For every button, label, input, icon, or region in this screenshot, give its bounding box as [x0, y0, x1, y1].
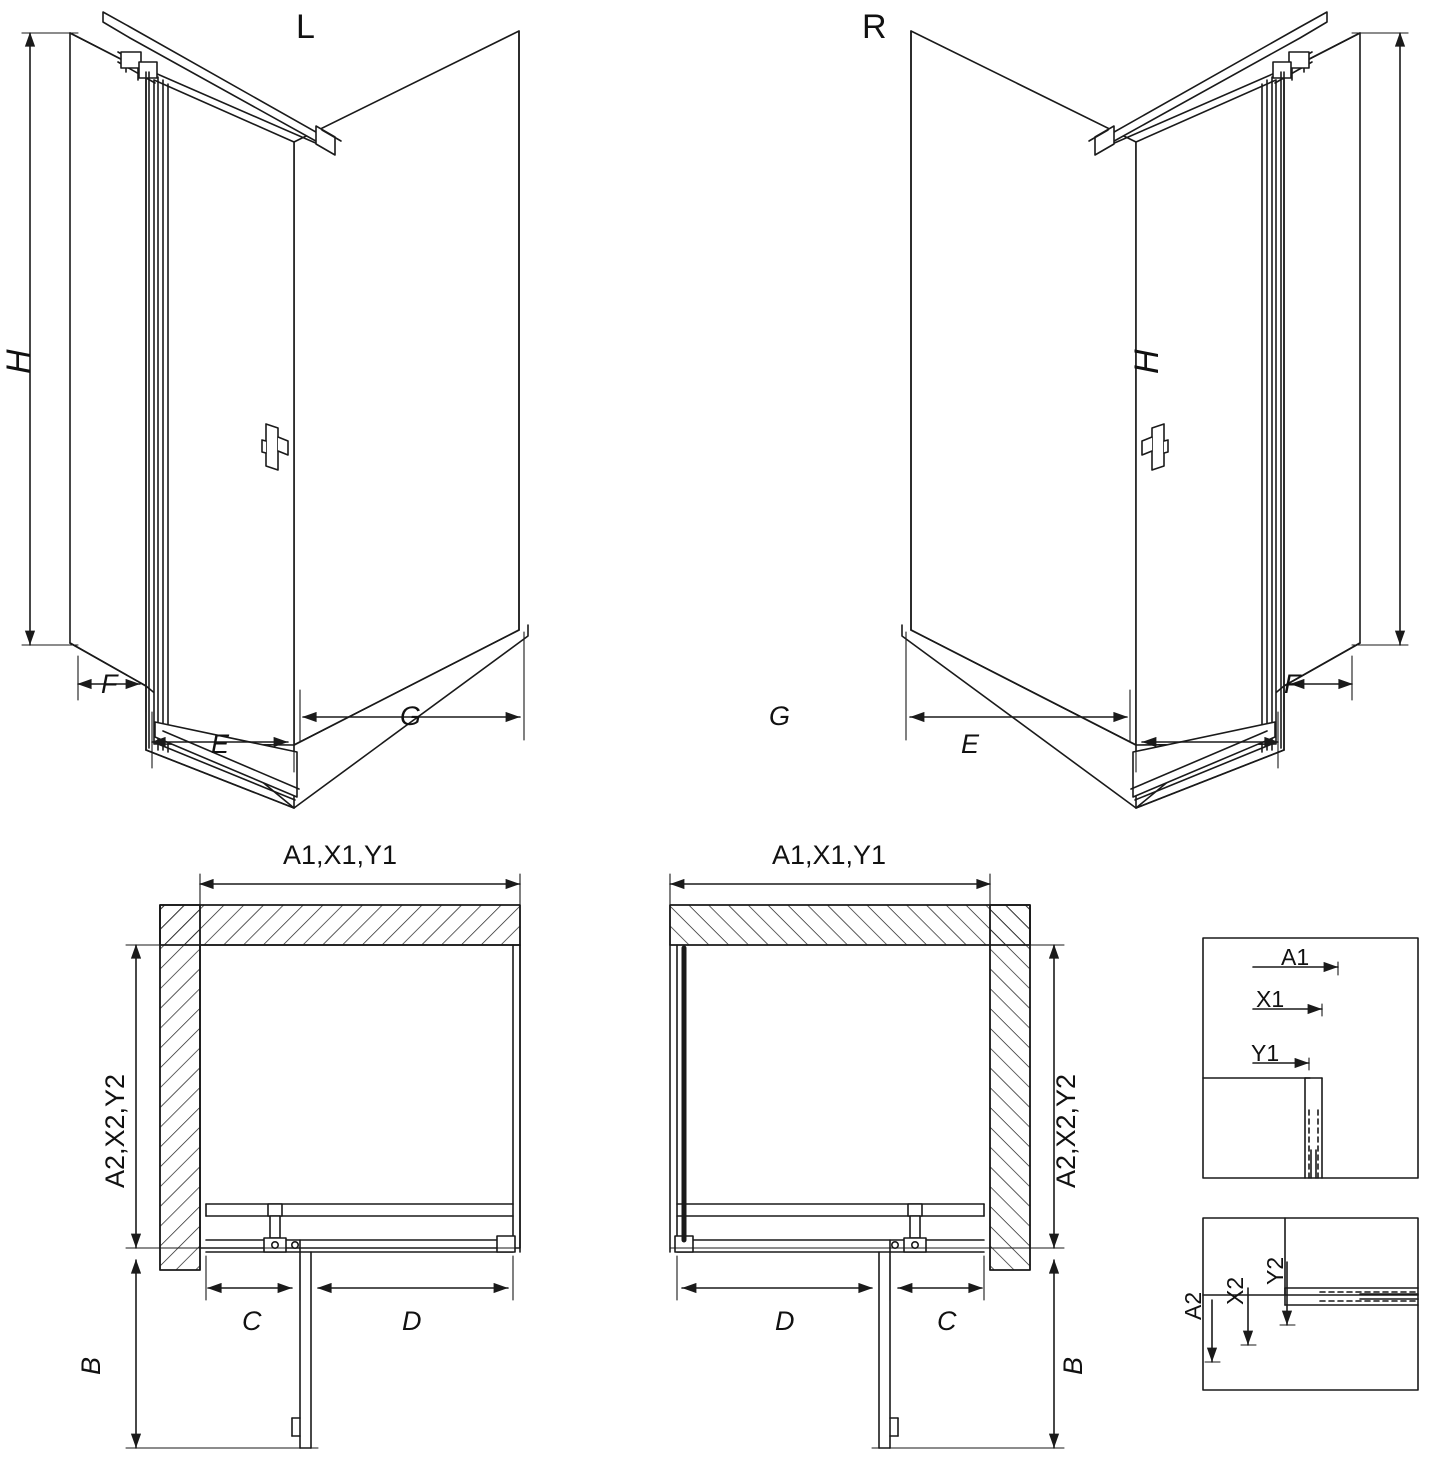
plan-right-door-dimension-d: D — [775, 1306, 795, 1336]
detail-bottom-label-y2: Y2 — [1262, 1256, 1288, 1285]
plan-left-group — [126, 874, 520, 1448]
plan-left-door-dimension-c: C — [242, 1306, 262, 1336]
iso-left-base-label-f: F — [101, 669, 118, 699]
plan-right-side-dimension: A2,X2,Y2 — [1051, 1073, 1081, 1188]
plan-right-group — [670, 874, 1064, 1448]
iso-left-base-label-e: E — [211, 729, 230, 759]
iso-left-group — [22, 12, 528, 808]
iso-right-base-label-e: E — [961, 729, 980, 759]
iso-right-group — [902, 12, 1408, 808]
detail-bottom-label-a2: A2 — [1180, 1291, 1206, 1320]
title-right-hand: R — [862, 8, 887, 46]
plan-right-door-dimension-c: C — [937, 1306, 957, 1336]
detail-top-group — [1203, 938, 1418, 1178]
iso-right-base-label-g: G — [769, 701, 791, 731]
plan-left-door-dimension-d: D — [402, 1306, 422, 1336]
plan-left-swing-dimension: B — [76, 1356, 106, 1375]
plan-left-top-dimension: A1,X1,Y1 — [283, 840, 398, 870]
title-left-hand: L — [296, 8, 315, 46]
detail-top-label-x1: X1 — [1256, 986, 1285, 1012]
iso-right-height-label: H — [1128, 349, 1166, 374]
detail-bottom-label-x2: X2 — [1222, 1276, 1248, 1305]
detail-top-label-a1: A1 — [1281, 944, 1310, 970]
detail-top-label-y1: Y1 — [1251, 1040, 1280, 1066]
plan-right-top-dimension: A1,X1,Y1 — [772, 840, 887, 870]
iso-left-base-label-g: G — [400, 701, 422, 731]
iso-right-base-label-f: F — [1284, 669, 1301, 699]
plan-left-side-dimension: A2,X2,Y2 — [100, 1073, 130, 1188]
plan-right-swing-dimension: B — [1058, 1356, 1088, 1375]
iso-left-height-label: H — [0, 349, 38, 374]
